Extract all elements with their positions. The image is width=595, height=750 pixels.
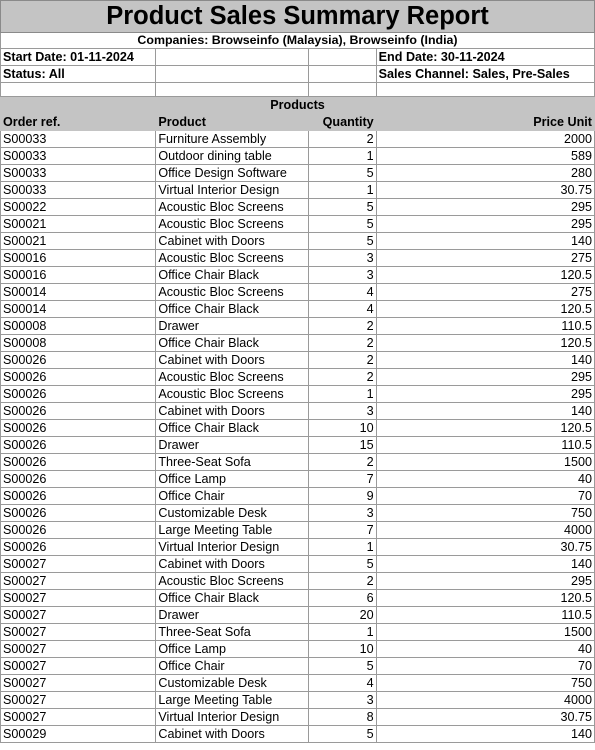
product-cell[interactable]: Office Chair Black [156, 590, 308, 607]
price-unit-cell[interactable]: 280 [376, 165, 594, 182]
table-row [1, 471, 595, 488]
quantity-cell[interactable]: 20 [308, 607, 376, 624]
status-cell[interactable]: Status: All [1, 66, 156, 83]
order-ref-cell[interactable]: S00027 [1, 573, 156, 590]
order-ref-cell[interactable]: S00026 [1, 352, 156, 369]
price-unit-cell[interactable]: 295 [376, 386, 594, 403]
table-row [1, 148, 595, 165]
table-row [1, 539, 595, 556]
table-row [1, 216, 595, 233]
table-row [1, 267, 595, 284]
product-cell[interactable]: Acoustic Bloc Screens [156, 369, 308, 386]
start-date-cell[interactable]: Start Date: 01-11-2024 [1, 49, 156, 66]
empty-cell[interactable] [376, 83, 594, 97]
order-ref-cell[interactable]: S00026 [1, 505, 156, 522]
quantity-cell[interactable]: 3 [308, 250, 376, 267]
order-ref-cell[interactable]: S00026 [1, 386, 156, 403]
table-row [1, 658, 595, 675]
quantity-cell[interactable]: 3 [308, 403, 376, 420]
column-header-product[interactable]: Product [156, 114, 308, 131]
column-header-order-ref[interactable]: Order ref. [1, 114, 156, 131]
table-row [1, 301, 595, 318]
quantity-cell[interactable]: 3 [308, 692, 376, 709]
price-unit-cell[interactable]: 30.75 [376, 709, 594, 726]
quantity-cell[interactable]: 4 [308, 284, 376, 301]
product-cell[interactable]: Cabinet with Doors [156, 556, 308, 573]
quantity-cell[interactable]: 8 [308, 709, 376, 726]
products-group-header[interactable]: Products [1, 97, 595, 114]
product-cell[interactable]: Acoustic Bloc Screens [156, 199, 308, 216]
quantity-cell[interactable]: 2 [308, 131, 376, 148]
price-unit-cell[interactable]: 2000 [376, 131, 594, 148]
order-ref-cell[interactable]: S00008 [1, 318, 156, 335]
product-cell[interactable]: Acoustic Bloc Screens [156, 284, 308, 301]
product-cell[interactable]: Virtual Interior Design [156, 709, 308, 726]
product-cell[interactable]: Drawer [156, 607, 308, 624]
quantity-cell[interactable]: 2 [308, 573, 376, 590]
price-unit-cell[interactable]: 70 [376, 488, 594, 505]
price-unit-cell[interactable]: 110.5 [376, 318, 594, 335]
product-cell[interactable]: Office Chair Black [156, 301, 308, 318]
price-unit-cell[interactable]: 140 [376, 352, 594, 369]
table-row [1, 607, 595, 624]
empty-cell[interactable] [156, 66, 308, 83]
order-ref-cell[interactable]: S00026 [1, 403, 156, 420]
table-row [1, 403, 595, 420]
quantity-cell[interactable]: 6 [308, 590, 376, 607]
order-ref-cell[interactable]: S00026 [1, 437, 156, 454]
price-unit-cell[interactable]: 120.5 [376, 590, 594, 607]
product-cell[interactable]: Office Chair Black [156, 420, 308, 437]
product-cell[interactable]: Large Meeting Table [156, 692, 308, 709]
table-row [1, 369, 595, 386]
price-unit-cell[interactable]: 750 [376, 505, 594, 522]
order-ref-cell[interactable]: S00014 [1, 284, 156, 301]
price-unit-cell[interactable]: 4000 [376, 522, 594, 539]
quantity-cell[interactable]: 5 [308, 165, 376, 182]
price-unit-cell[interactable]: 40 [376, 641, 594, 658]
companies-cell[interactable]: Companies: Browseinfo (Malaysia), Browseinfo (India) [1, 33, 595, 49]
order-ref-cell[interactable]: S00027 [1, 692, 156, 709]
table-row [1, 590, 595, 607]
table-row [1, 556, 595, 573]
price-unit-cell[interactable]: 4000 [376, 692, 594, 709]
price-unit-cell[interactable]: 295 [376, 199, 594, 216]
table-row [1, 692, 595, 709]
table-row [1, 573, 595, 590]
product-cell[interactable]: Office Design Software [156, 165, 308, 182]
table-row [1, 165, 595, 182]
table-row [1, 352, 595, 369]
table-row [1, 641, 595, 658]
table-row [1, 318, 595, 335]
product-cell[interactable]: Acoustic Bloc Screens [156, 216, 308, 233]
price-unit-cell[interactable]: 120.5 [376, 267, 594, 284]
order-ref-cell[interactable]: S00027 [1, 607, 156, 624]
table-row [1, 233, 595, 250]
price-unit-cell[interactable]: 295 [376, 216, 594, 233]
quantity-cell[interactable]: 10 [308, 641, 376, 658]
sales-channel-cell[interactable]: Sales Channel: Sales, Pre-Sales [376, 66, 594, 83]
price-unit-cell[interactable]: 275 [376, 284, 594, 301]
column-header-price-unit[interactable]: Price Unit [376, 114, 594, 131]
quantity-cell[interactable]: 2 [308, 369, 376, 386]
order-ref-cell[interactable]: S00014 [1, 301, 156, 318]
report-title[interactable]: Product Sales Summary Report [1, 1, 595, 33]
product-cell[interactable]: Three-Seat Sofa [156, 624, 308, 641]
table-row [1, 131, 595, 148]
price-unit-cell[interactable]: 140 [376, 233, 594, 250]
column-header-row [1, 114, 595, 131]
table-row [1, 726, 595, 743]
quantity-cell[interactable]: 1 [308, 386, 376, 403]
order-ref-cell[interactable]: S00033 [1, 131, 156, 148]
quantity-cell[interactable]: 1 [308, 539, 376, 556]
order-ref-cell[interactable]: S00027 [1, 658, 156, 675]
price-unit-cell[interactable]: 30.75 [376, 182, 594, 199]
price-unit-cell[interactable]: 295 [376, 573, 594, 590]
product-cell[interactable]: Virtual Interior Design [156, 539, 308, 556]
price-unit-cell[interactable]: 40 [376, 471, 594, 488]
quantity-cell[interactable]: 2 [308, 352, 376, 369]
product-cell[interactable]: Office Chair Black [156, 335, 308, 352]
price-unit-cell[interactable]: 140 [376, 403, 594, 420]
table-row [1, 624, 595, 641]
price-unit-cell[interactable]: 140 [376, 556, 594, 573]
quantity-cell[interactable]: 5 [308, 556, 376, 573]
product-cell[interactable]: Acoustic Bloc Screens [156, 250, 308, 267]
order-ref-cell[interactable]: S00026 [1, 420, 156, 437]
product-cell[interactable]: Cabinet with Doors [156, 403, 308, 420]
quantity-cell[interactable]: 15 [308, 437, 376, 454]
table-row [1, 250, 595, 267]
quantity-cell[interactable]: 4 [308, 301, 376, 318]
order-ref-cell[interactable]: S00029 [1, 726, 156, 743]
order-ref-cell[interactable]: S00021 [1, 233, 156, 250]
product-cell[interactable]: Office Lamp [156, 471, 308, 488]
order-ref-cell[interactable]: S00027 [1, 709, 156, 726]
product-cell[interactable]: Office Chair [156, 658, 308, 675]
price-unit-cell[interactable]: 1500 [376, 624, 594, 641]
empty-cell[interactable] [156, 83, 308, 97]
quantity-cell[interactable]: 5 [308, 233, 376, 250]
quantity-cell[interactable]: 2 [308, 454, 376, 471]
product-cell[interactable]: Acoustic Bloc Screens [156, 386, 308, 403]
price-unit-cell[interactable]: 70 [376, 658, 594, 675]
order-ref-cell[interactable]: S00033 [1, 182, 156, 199]
order-ref-cell[interactable]: S00027 [1, 675, 156, 692]
order-ref-cell[interactable]: S00027 [1, 641, 156, 658]
table-row [1, 386, 595, 403]
order-ref-cell[interactable]: S00021 [1, 216, 156, 233]
order-ref-cell[interactable]: S00008 [1, 335, 156, 352]
table-row [1, 182, 595, 199]
end-date-cell[interactable]: End Date: 30-11-2024 [376, 49, 594, 66]
table-row [1, 454, 595, 471]
table-row [1, 675, 595, 692]
quantity-cell[interactable]: 5 [308, 216, 376, 233]
quantity-cell[interactable]: 9 [308, 488, 376, 505]
price-unit-cell[interactable]: 589 [376, 148, 594, 165]
order-ref-cell[interactable]: S00026 [1, 471, 156, 488]
price-unit-cell[interactable]: 295 [376, 369, 594, 386]
product-cell[interactable]: Acoustic Bloc Screens [156, 573, 308, 590]
quantity-cell[interactable]: 1 [308, 624, 376, 641]
empty-cell[interactable] [308, 66, 376, 83]
quantity-cell[interactable]: 4 [308, 675, 376, 692]
table-row [1, 284, 595, 301]
table-row [1, 488, 595, 505]
column-header-quantity[interactable]: Quantity [308, 114, 376, 131]
order-ref-cell[interactable]: S00027 [1, 590, 156, 607]
order-ref-cell[interactable]: S00027 [1, 624, 156, 641]
order-ref-cell[interactable]: S00022 [1, 199, 156, 216]
quantity-cell[interactable]: 2 [308, 335, 376, 352]
price-unit-cell[interactable]: 110.5 [376, 437, 594, 454]
empty-cell[interactable] [308, 83, 376, 97]
empty-cell[interactable] [1, 83, 156, 97]
order-ref-cell[interactable]: S00026 [1, 539, 156, 556]
table-row [1, 420, 595, 437]
table-row [1, 522, 595, 539]
order-ref-cell[interactable]: S00026 [1, 522, 156, 539]
product-cell[interactable]: Office Chair [156, 488, 308, 505]
product-cell[interactable]: Outdoor dining table [156, 148, 308, 165]
table-row [1, 709, 595, 726]
price-unit-cell[interactable]: 750 [376, 675, 594, 692]
table-row [1, 505, 595, 522]
price-unit-cell[interactable]: 120.5 [376, 335, 594, 352]
product-cell[interactable]: Cabinet with Doors [156, 726, 308, 743]
product-cell[interactable]: Customizable Desk [156, 505, 308, 522]
quantity-cell[interactable]: 5 [308, 658, 376, 675]
price-unit-cell[interactable]: 140 [376, 726, 594, 743]
order-ref-cell[interactable]: S00033 [1, 148, 156, 165]
quantity-cell[interactable]: 1 [308, 182, 376, 199]
product-cell[interactable]: Three-Seat Sofa [156, 454, 308, 471]
quantity-cell[interactable]: 5 [308, 726, 376, 743]
order-ref-cell[interactable]: S00016 [1, 267, 156, 284]
price-unit-cell[interactable]: 120.5 [376, 420, 594, 437]
order-ref-cell[interactable]: S00026 [1, 454, 156, 471]
price-unit-cell[interactable]: 30.75 [376, 539, 594, 556]
product-cell[interactable]: Cabinet with Doors [156, 233, 308, 250]
price-unit-cell[interactable]: 275 [376, 250, 594, 267]
product-cell[interactable]: Office Lamp [156, 641, 308, 658]
product-cell[interactable]: Office Chair Black [156, 267, 308, 284]
empty-cell[interactable] [156, 49, 308, 66]
order-ref-cell[interactable]: S00016 [1, 250, 156, 267]
quantity-cell[interactable]: 2 [308, 318, 376, 335]
quantity-cell[interactable]: 10 [308, 420, 376, 437]
price-unit-cell[interactable]: 1500 [376, 454, 594, 471]
product-cell[interactable]: Cabinet with Doors [156, 352, 308, 369]
product-cell[interactable]: Large Meeting Table [156, 522, 308, 539]
product-cell[interactable]: Customizable Desk [156, 675, 308, 692]
table-row [1, 199, 595, 216]
quantity-cell[interactable]: 3 [308, 267, 376, 284]
price-unit-cell[interactable]: 110.5 [376, 607, 594, 624]
order-ref-cell[interactable]: S00027 [1, 556, 156, 573]
order-ref-cell[interactable]: S00026 [1, 488, 156, 505]
empty-cell[interactable] [308, 49, 376, 66]
table-row [1, 437, 595, 454]
order-ref-cell[interactable]: S00033 [1, 165, 156, 182]
product-cell[interactable]: Furniture Assembly [156, 131, 308, 148]
order-ref-cell[interactable]: S00026 [1, 369, 156, 386]
product-cell[interactable]: Drawer [156, 318, 308, 335]
price-unit-cell[interactable]: 120.5 [376, 301, 594, 318]
product-cell[interactable]: Drawer [156, 437, 308, 454]
quantity-cell[interactable]: 7 [308, 471, 376, 488]
quantity-cell[interactable]: 7 [308, 522, 376, 539]
product-cell[interactable]: Virtual Interior Design [156, 182, 308, 199]
quantity-cell[interactable]: 1 [308, 148, 376, 165]
quantity-cell[interactable]: 5 [308, 199, 376, 216]
table-row [1, 335, 595, 352]
quantity-cell[interactable]: 3 [308, 505, 376, 522]
